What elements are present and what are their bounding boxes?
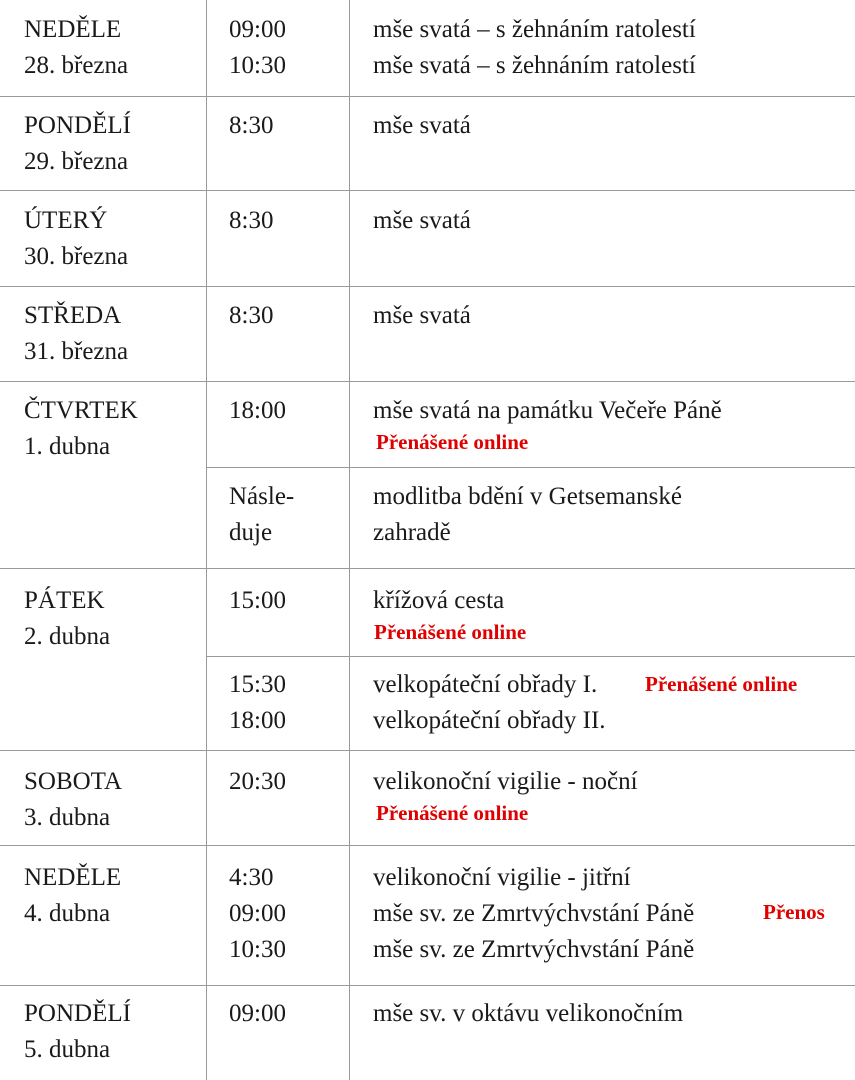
time-cell [229, 12, 286, 84]
day-date: 5. dubna [24, 1036, 111, 1063]
time: 10:30 [229, 936, 286, 963]
event-cell [373, 479, 682, 551]
day-cell [24, 298, 128, 370]
online-broadcast-note: Přenášené online [645, 672, 798, 696]
event: velikonoční vigilie - noční [373, 768, 638, 795]
row-divider [206, 467, 855, 468]
time-cell [229, 764, 286, 800]
day-cell [24, 203, 128, 275]
day-name: ÚTERÝ [24, 207, 108, 234]
online-broadcast-note: Přenášené online [376, 801, 529, 825]
time: 18:00 [229, 397, 286, 424]
column-divider [206, 0, 207, 1080]
time: 20:30 [229, 768, 286, 795]
day-date: 4. dubna [24, 900, 111, 927]
event: křížová cesta [373, 587, 505, 614]
event: mše svatá – s žehnáním ratolestí [373, 16, 696, 43]
event-cell [373, 764, 638, 800]
day-name: NEDĚLE [24, 16, 122, 43]
time-cell [229, 996, 286, 1032]
time: Násle- [229, 483, 295, 510]
event: mše svatá [373, 207, 471, 234]
day-date: 30. března [24, 243, 129, 270]
event-cell [373, 393, 722, 429]
online-broadcast-note: Přenášené online [374, 620, 527, 644]
time-cell [229, 479, 294, 551]
day-cell [24, 583, 110, 655]
event-cell [373, 108, 471, 144]
time: 8:30 [229, 302, 274, 329]
day-date: 3. dubna [24, 804, 111, 831]
event: mše svatá na památku Večeře Páně [373, 397, 722, 424]
column-divider [349, 0, 350, 1080]
time-cell [229, 860, 286, 968]
event-cell [373, 203, 471, 239]
time: 8:30 [229, 112, 274, 139]
day-cell [24, 12, 128, 84]
event: mše sv. ze Zmrtvýchvstání Páně [373, 900, 695, 927]
event: velkopáteční obřady II. [373, 707, 606, 734]
online-broadcast-note: Přenášené online [376, 430, 529, 454]
day-cell [24, 764, 122, 836]
time: 15:00 [229, 587, 286, 614]
row-divider [0, 286, 855, 287]
day-name: PONDĚLÍ [24, 1000, 131, 1027]
event-cell [373, 12, 696, 84]
event: zahradě [373, 519, 451, 546]
row-divider [0, 750, 855, 751]
row-divider [0, 568, 855, 569]
time: 09:00 [229, 16, 286, 43]
row-divider [0, 190, 855, 191]
day-date: 2. dubna [24, 623, 111, 650]
time: 09:00 [229, 1000, 286, 1027]
day-cell [24, 393, 138, 465]
event-cell [373, 583, 504, 619]
time: 8:30 [229, 207, 274, 234]
row-divider [0, 985, 855, 986]
event: velkopáteční obřady I. [373, 671, 598, 698]
event: mše svatá [373, 302, 471, 329]
time: duje [229, 519, 273, 546]
event-cell [373, 860, 694, 968]
broadcast-note: Přenos [763, 900, 825, 924]
day-name: STŘEDA [24, 302, 122, 329]
day-name: PÁTEK [24, 587, 105, 614]
time: 15:30 [229, 671, 286, 698]
day-date: 31. března [24, 338, 129, 365]
time: 10:30 [229, 52, 286, 79]
day-name: PONDĚLÍ [24, 112, 131, 139]
time-cell [229, 667, 286, 739]
event: mše sv. v oktávu velikonočním [373, 1000, 684, 1027]
row-divider [0, 381, 855, 382]
day-cell [24, 860, 121, 932]
row-divider [0, 845, 855, 846]
event: velikonoční vigilie - jitřní [373, 864, 631, 891]
event-cell [373, 667, 606, 739]
event-cell [373, 996, 683, 1032]
day-name: SOBOTA [24, 768, 123, 795]
day-name: NEDĚLE [24, 864, 122, 891]
time-cell [229, 393, 286, 429]
event: mše svatá – s žehnáním ratolestí [373, 52, 696, 79]
row-divider [0, 96, 855, 97]
day-date: 1. dubna [24, 433, 111, 460]
time: 09:00 [229, 900, 286, 927]
event: modlitba bdění v Getsemanské [373, 483, 682, 510]
day-date: 29. března [24, 148, 129, 175]
time-cell [229, 583, 286, 619]
event-cell [373, 298, 471, 334]
time-cell [229, 203, 273, 239]
day-cell [24, 108, 131, 180]
day-date: 28. března [24, 52, 129, 79]
day-name: ČTVRTEK [24, 397, 138, 424]
time: 4:30 [229, 864, 274, 891]
event: mše svatá [373, 112, 471, 139]
time: 18:00 [229, 707, 286, 734]
day-cell [24, 996, 131, 1068]
time-cell [229, 108, 273, 144]
row-divider [206, 656, 855, 657]
time-cell [229, 298, 273, 334]
event: mše sv. ze Zmrtvýchvstání Páně [373, 936, 695, 963]
